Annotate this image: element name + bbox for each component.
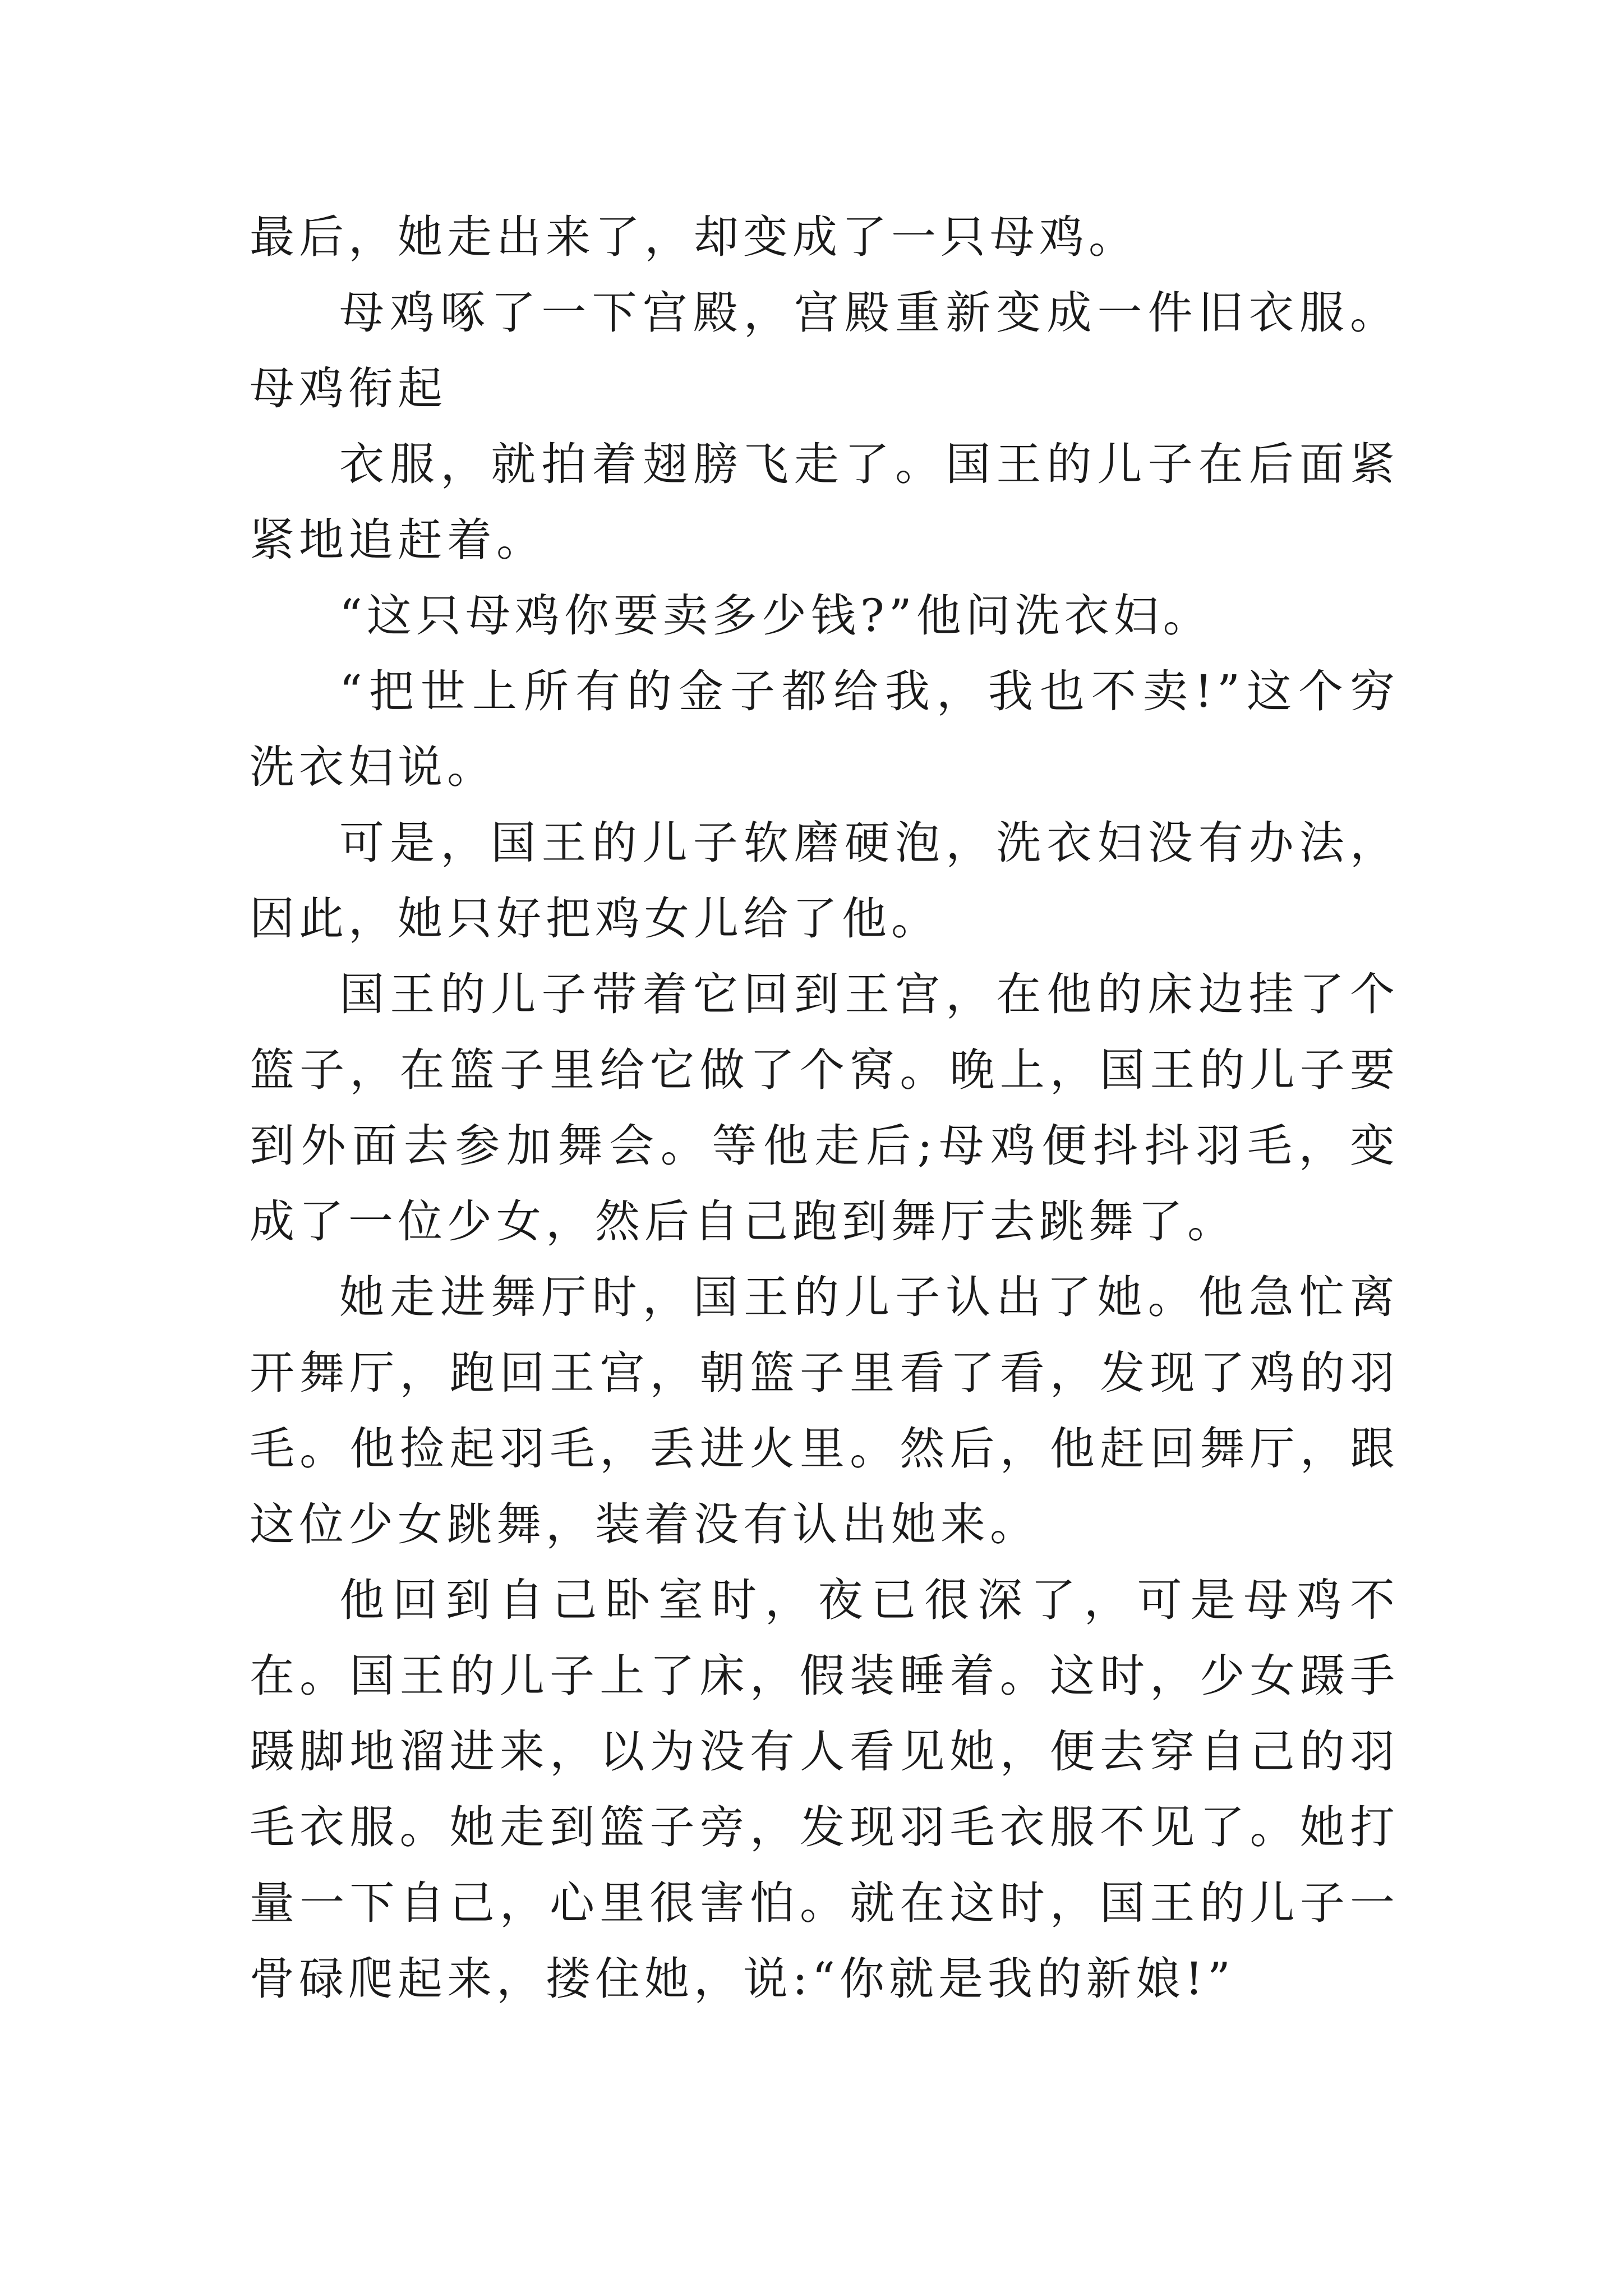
paragraph-5: “把世上所有的金子都给我，我也不卖!”这个穷洗衣妇说。: [250, 665, 1399, 793]
paragraph-1: 最后，她走出来了，却变成了一只母鸡。: [250, 211, 1138, 263]
paragraph-6: 可是，国王的儿子软磨硬泡，洗衣妇没有办法，因此，她只好把鸡女儿给了他。: [250, 817, 1399, 945]
paragraph-7: 国王的儿子带着它回到王宫，在他的床边挂了个篮子，在篮子里给它做了个窝。晚上，国王的儿子要到外面去参加舞会。等他走后;母鸡便抖抖羽毛，变成了一位少女，然后自己跑到舞厅去跳舞了。: [250, 968, 1399, 1248]
paragraph-3: 衣服，就拍着翅膀飞走了。国王的儿子在后面紧紧地追赶着。: [250, 438, 1399, 566]
paragraph-2: 母鸡啄了一下宫殿，宫殿重新变成一件旧衣服。母鸡衔起: [250, 287, 1399, 415]
story-text: [250, 199, 1399, 2017]
paragraph-8: 她走进舞厅时，国王的儿子认出了她。他急忙离开舞厅，跑回王宫，朝篮子里看了看，发现了鸡的羽毛。他捡起羽毛，丢进火里。然后，他赶回舞厅，跟这位少女跳舞，装着没有认出她来。: [250, 1271, 1399, 1550]
paragraph-9: 他回到自己卧室时，夜已很深了，可是母鸡不在。国王的儿子上了床，假装睡着。这时，少女蹑手蹑脚地溜进来，以为没有人看见她，便去穿自己的羽毛衣服。她走到篮子旁，发现羽毛衣服不见了。她打量一下自己，心里很害怕。就在这时，国王的儿子一骨碌爬起来，搂住她，说:“你就是我的新娘!”: [250, 1574, 1399, 2005]
paragraph-4: “这只母鸡你要卖多少钱?”他问洗衣妇。: [339, 590, 1212, 642]
